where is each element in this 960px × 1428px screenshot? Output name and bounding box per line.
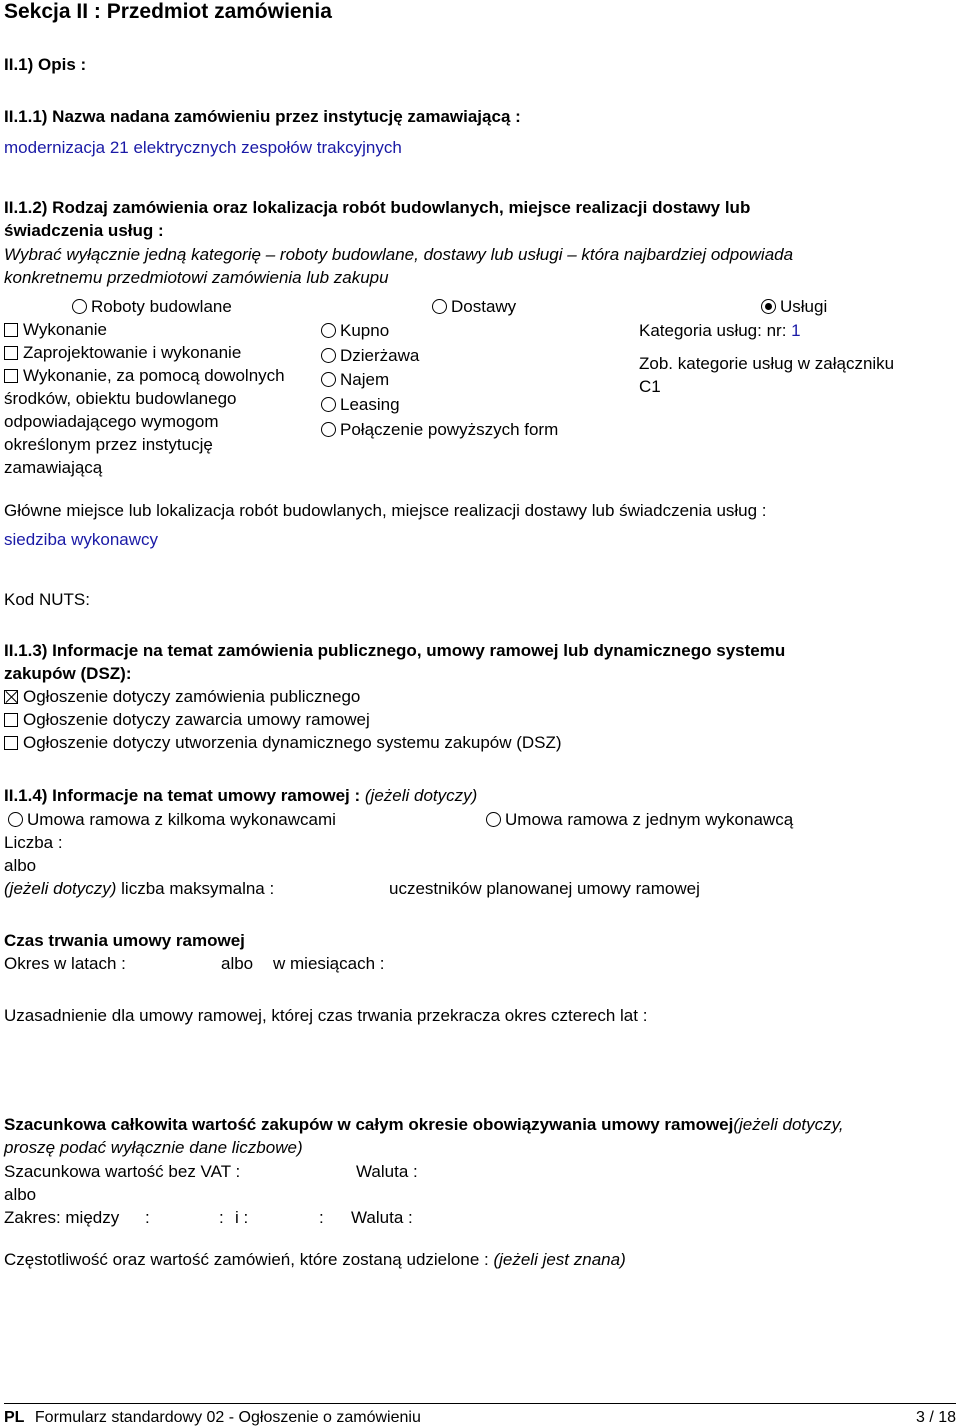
works-option-execution[interactable] [4, 318, 107, 341]
works-option-line7: zamawiającą [4, 458, 103, 477]
location-value: siedziba wykonawcy [4, 530, 159, 549]
services-category [639, 319, 801, 342]
checkbox-dps[interactable] [4, 736, 18, 750]
currency-label-2: Waluta : [351, 1208, 413, 1227]
radio-purchase[interactable] [321, 323, 336, 338]
works-option-line4: środków, obiektu budowlanego [4, 389, 237, 408]
radio-combination[interactable] [321, 422, 336, 437]
contract-name-value: modernizacja 21 elektrycznych zespołów trakcyjnych [4, 138, 402, 157]
albo-1: albo [4, 856, 37, 875]
radio-framework-one[interactable] [486, 812, 501, 827]
heading-ii-1-3-line2: zakupów (DSZ): [4, 664, 132, 683]
supplies-option-label: Kupno [340, 321, 390, 340]
supplies-option-label: Najem [340, 370, 390, 389]
supplies-option-label: Dzierżawa [340, 346, 420, 365]
category-services-label: Usługi [780, 297, 828, 316]
framework-many-label: Umowa ramowa z kilkoma wykonawcami [27, 810, 336, 829]
checkbox-public-contract[interactable] [4, 690, 18, 704]
section-title: Sekcja II : Przedmiot zamówienia [4, 0, 332, 23]
albo-3: albo [4, 1185, 37, 1204]
currency-label-1: Waluta : [356, 1162, 418, 1181]
works-option-line6: określonym przez instytucję [4, 435, 213, 454]
range-colon-2: : [219, 1208, 224, 1227]
months-label: w miesiącach : [273, 954, 385, 973]
notice-option-label: Ogłoszenie dotyczy utworzenia dynamicznego systemu zakupów (DSZ) [23, 733, 562, 752]
footer-page-number: 3 / 18 [915, 1409, 956, 1426]
category-hint-line1: Wybrać wyłącznie jedną kategorię – roboty budowlane, dostawy lub usługi – która najbardziej odpowiada [4, 245, 794, 264]
range-label: Zakres: między [4, 1208, 120, 1227]
radio-lease[interactable] [321, 348, 336, 363]
checkbox-execution[interactable] [4, 323, 18, 337]
works-option-label: Wykonanie, za pomocą dowolnych [23, 366, 285, 385]
services-category-value: 1 [791, 321, 801, 340]
works-option-label: Wykonanie [23, 320, 107, 339]
frequency [4, 1248, 626, 1271]
checkbox-realisation[interactable] [4, 369, 18, 383]
footer [4, 1406, 421, 1428]
category-supplies-label: Dostawy [451, 297, 517, 316]
heading-ii-1-2-line2: świadczenia usług : [4, 221, 164, 240]
category-services-option[interactable] [761, 295, 827, 318]
supplies-option-label: Połączenie powyższych form [340, 420, 559, 439]
works-option-realisation[interactable] [4, 364, 285, 387]
estimate-note-a: (jeżeli dotyczy, [733, 1115, 844, 1134]
duration-title: Czas trwania umowy ramowej [4, 931, 245, 950]
supplies-option-purchase[interactable] [321, 319, 389, 342]
estimate-heading [4, 1113, 844, 1136]
notice-dps[interactable] [4, 731, 562, 754]
supplies-option-lease[interactable] [321, 344, 419, 367]
participants-label: uczestników planowanej umowy ramowej [389, 879, 700, 898]
notice-option-label: Ogłoszenie dotyczy zawarcia umowy ramowej [23, 710, 370, 729]
heading-ii-1-4-note: (jeżeli dotyczy) [364, 786, 478, 805]
framework-one-label: Umowa ramowa z jednym wykonawcą [505, 810, 794, 829]
range-colon-1: : [145, 1208, 150, 1227]
justification-label: Uzasadnienie dla umowy ramowej, której czas trwania przekracza okres czterech lat : [4, 1006, 648, 1025]
services-category-label: Kategoria usług: nr: [639, 321, 787, 340]
notice-option-label: Ogłoszenie dotyczy zamówienia publicznego [23, 687, 361, 706]
range-colon-3: : [319, 1208, 324, 1227]
count-label: Liczba : [4, 833, 63, 852]
radio-supplies[interactable] [432, 299, 447, 314]
notice-public-contract[interactable] [4, 685, 360, 708]
years-label: Okres w latach : [4, 954, 126, 973]
works-option-label: Zaprojektowanie i wykonanie [23, 343, 242, 362]
frequency-note: (jeżeli jest znana) [493, 1250, 626, 1269]
radio-services[interactable] [761, 299, 776, 314]
framework-one-option[interactable] [486, 808, 793, 831]
location-label: Główne miejsce lub lokalizacja robót budowlanych, miejsce realizacji dostawy lub świadczenia usług : [4, 501, 767, 520]
supplies-option-combination[interactable] [321, 418, 558, 441]
heading-ii-1-4-label: II.1.4) Informacje na temat umowy ramowej : [4, 786, 361, 805]
footer-divider [4, 1403, 956, 1404]
category-works-option[interactable] [72, 295, 232, 318]
checkbox-framework[interactable] [4, 713, 18, 727]
heading-ii-1-3-line1: II.1.3) Informacje na temat zamówienia publicznego, umowy ramowej lub dynamicznego systemu [4, 641, 786, 660]
supplies-option-leasing[interactable] [321, 393, 400, 416]
checkbox-design-execution[interactable] [4, 346, 18, 360]
range-and-label: i : [235, 1208, 249, 1227]
services-note-line1: Zob. kategorie usług w załączniku [639, 354, 895, 373]
heading-ii-1-4 [4, 784, 477, 807]
heading-ii-1-1: II.1.1) Nazwa nadana zamówieniu przez instytucję zamawiającą : [4, 107, 521, 126]
radio-works[interactable] [72, 299, 87, 314]
heading-ii-1-2-line1: II.1.2) Rodzaj zamówienia oraz lokalizacja robót budowlanych, miejsce realizacji dostawy lub [4, 198, 751, 217]
heading-ii-1: II.1) Opis : [4, 55, 87, 74]
footer-form-name: Formularz standardowy 02 - Ogłoszenie o zamówieniu [34, 1409, 421, 1426]
max-note: (jeżeli dotyczy) [4, 879, 117, 898]
radio-rental[interactable] [321, 372, 336, 387]
supplies-option-rental[interactable] [321, 368, 389, 391]
category-hint-line2: konkretnemu przedmiotowi zamówienia lub zakupu [4, 268, 389, 287]
notice-framework[interactable] [4, 708, 370, 731]
nuts-label: Kod NUTS: [4, 590, 90, 609]
works-option-line5: odpowiadającego wymogom [4, 412, 219, 431]
works-option-design-execution[interactable] [4, 341, 241, 364]
supplies-option-label: Leasing [340, 395, 400, 414]
estimate-note-b: proszę podać wyłącznie dane liczbowe) [4, 1138, 303, 1157]
radio-leasing[interactable] [321, 397, 336, 412]
category-works-label: Roboty budowlane [91, 297, 232, 316]
value-label: Szacunkowa wartość bez VAT : [4, 1162, 241, 1181]
framework-many-option[interactable] [8, 808, 336, 831]
radio-framework-many[interactable] [8, 812, 23, 827]
footer-lang: PL [4, 1409, 25, 1426]
albo-2: albo [221, 954, 254, 973]
estimate-title: Szacunkowa całkowita wartość zakupów w całym okresie obowiązywania umowy ramowej [4, 1115, 734, 1134]
services-note-line2: C1 [639, 377, 661, 396]
category-supplies-option[interactable] [432, 295, 516, 318]
max-participants [4, 877, 274, 900]
max-label: liczba maksymalna : [121, 879, 275, 898]
frequency-label: Częstotliwość oraz wartość zamówień, które zostaną udzielone : [4, 1250, 489, 1269]
